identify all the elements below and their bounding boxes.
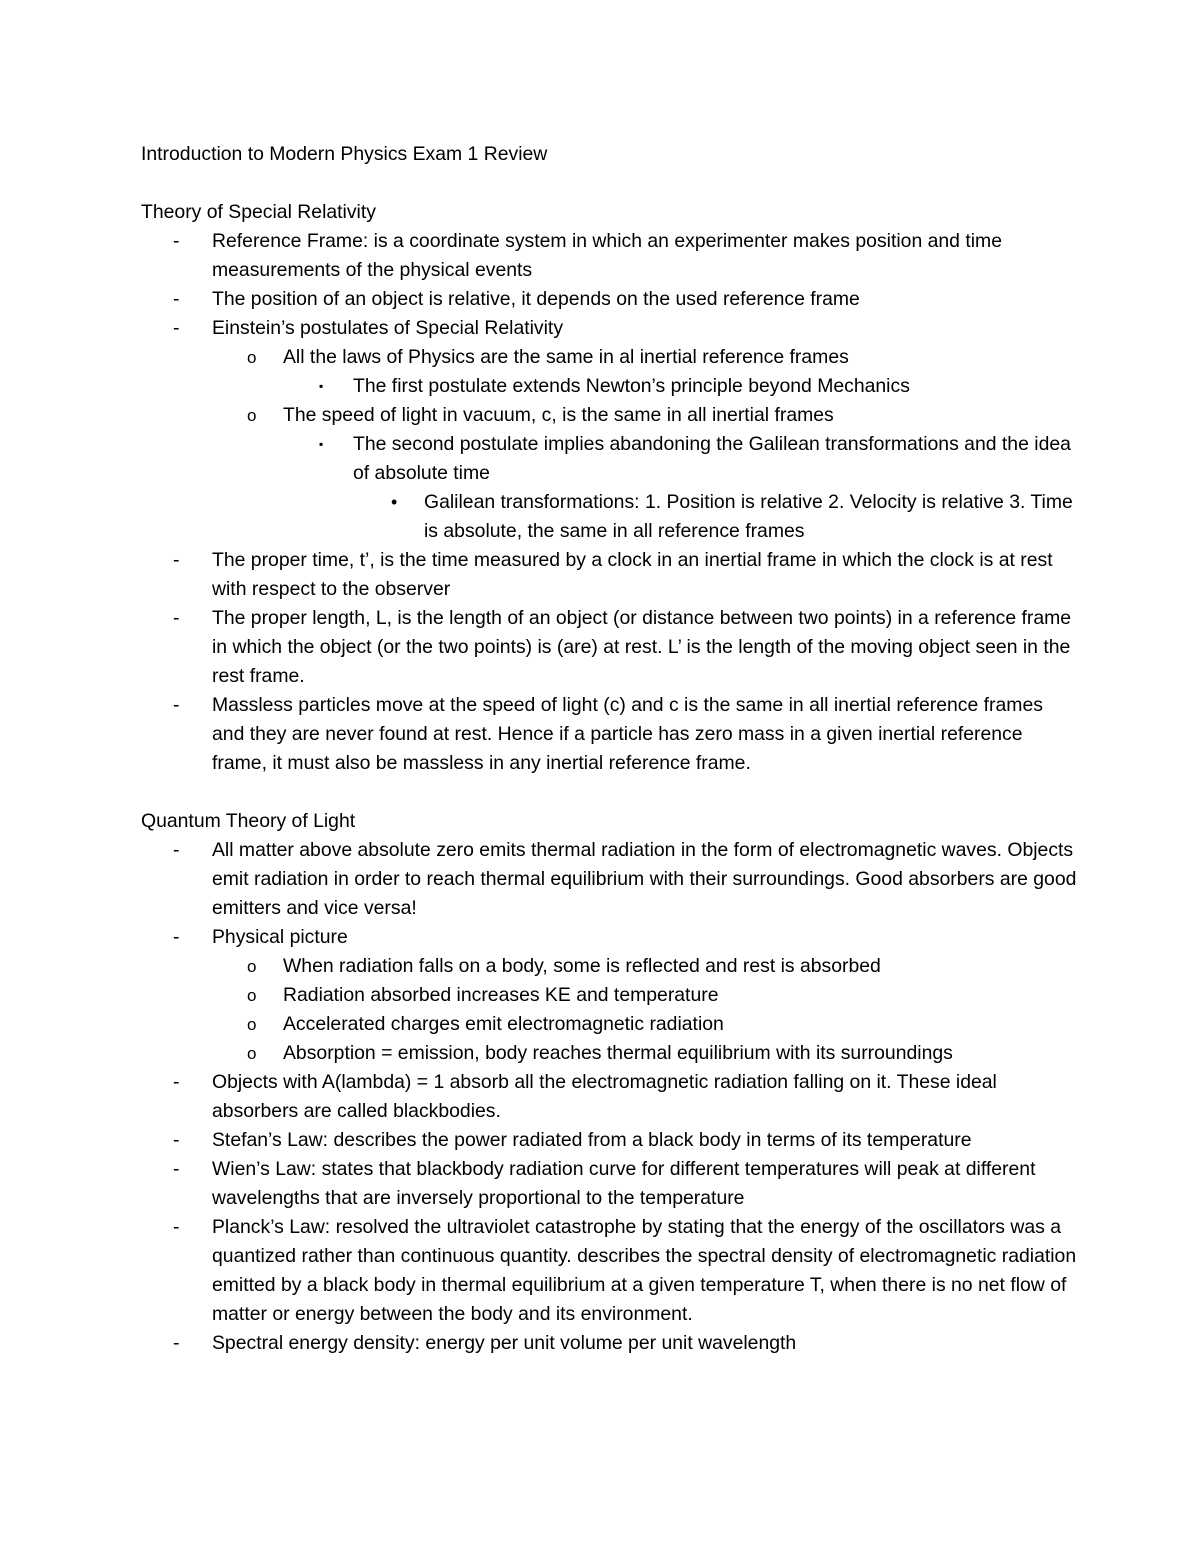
list-item-text: When radiation falls on a body, some is reflected and rest is absorbed [283,955,881,977]
list-item [141,923,1080,952]
list-item-text: Radiation absorbed increases KE and temperature [283,984,719,1006]
list-item-text: All matter above absolute zero emits thermal radiation in the form of electromagnetic waves. Objects emit radiation in order to reach thermal equilibrium with their surroundings. Good absorbers are good emitters and vice versa! [212,839,1077,919]
list-item-text: The proper length, L, is the length of an object (or distance between two points) in a reference frame in which the object (or the two points) is (are) at rest. L’ is the length of the moving object seen in the rest frame. [212,607,1072,687]
list-item [141,227,1080,285]
list-item-text: The second postulate implies abandoning the Galilean transformations and the idea of absolute time [353,433,1071,484]
circle-marker: o [247,1044,257,1063]
section-quantum-light [141,807,1080,1358]
list-item [141,952,1080,981]
list-item-text: Objects with A(lambda) = 1 absorb all the electromagnetic radiation falling on it. These ideal absorbers are called blackbodies. [212,1071,997,1122]
list-item-text: The first postulate extends Newton’s principle beyond Mechanics [353,375,910,397]
dash-marker: - [173,1129,180,1151]
list-item [141,981,1080,1010]
circle-marker: o [247,348,257,367]
dash-marker: - [173,1071,180,1093]
circle-marker: o [247,986,257,1005]
list-item [141,1329,1080,1358]
list-item-text: Wien’s Law: states that blackbody radiation curve for different temperatures will peak at different wavelengths that are inversely proportional to the temperature [212,1158,1036,1209]
dash-marker: - [173,549,180,571]
bullet-list [141,836,1080,1358]
dash-marker: - [173,607,180,629]
dash-marker: - [173,694,180,716]
list-item-text: Massless particles move at the speed of light (c) and c is the same in all inertial reference frames and they are never found at rest. Hence if a particle has zero mass in a given inertial reference frame, it must also be massless in any inertial reference frame. [212,694,1043,774]
list-item-text: All the laws of Physics are the same in al inertial reference frames [283,346,849,368]
dash-marker: - [173,1158,180,1180]
list-item-text: The speed of light in vacuum, c, is the same in all inertial frames [283,404,834,426]
list-item [141,314,1080,343]
bullet-marker: • [391,492,398,512]
list-item-text: The position of an object is relative, it depends on the used reference frame [212,288,860,310]
section-heading: Quantum Theory of Light [141,810,356,832]
list-item [141,1010,1080,1039]
list-item-text: Spectral energy density: energy per unit volume per unit wavelength [212,1332,797,1354]
dash-marker: - [173,317,180,339]
list-item-text: Absorption = emission, body reaches thermal equilibrium with its surroundings [283,1042,953,1064]
square-marker: ▪ [319,437,324,451]
bullet-list [141,227,1080,778]
list-item-text: The proper time, t’, is the time measured by a clock in an inertial frame in which the clock is at rest with respect to the observer [212,549,1053,600]
list-item-text: Einstein’s postulates of Special Relativity [212,317,564,339]
list-item [141,285,1080,314]
blank-line [141,169,1080,198]
section-special-relativity [141,198,1080,778]
blank-line [141,778,1080,807]
list-item [141,1068,1080,1126]
list-item [141,1039,1080,1068]
dash-marker: - [173,288,180,310]
list-item [141,488,1080,546]
list-item [141,546,1080,604]
list-item [141,343,1080,372]
list-item-text: Accelerated charges emit electromagnetic radiation [283,1013,724,1035]
list-item [141,372,1080,401]
list-item [141,691,1080,778]
list-item [141,836,1080,923]
section-heading: Theory of Special Relativity [141,201,376,223]
list-item-text: Physical picture [212,926,348,948]
dash-marker: - [173,230,180,252]
list-item-text: Galilean transformations: 1. Position is relative 2. Velocity is relative 3. Time is absolute, the same in all reference frames [424,491,1073,542]
dash-marker: - [173,926,180,948]
dash-marker: - [173,839,180,861]
square-marker: ▪ [319,379,324,393]
list-item [141,1213,1080,1329]
document-title: Introduction to Modern Physics Exam 1 Review [141,143,548,165]
dash-marker: - [173,1216,180,1238]
list-item-text: Planck’s Law: resolved the ultraviolet catastrophe by stating that the energy of the oscillators was a quantized rather than continuous quantity. describes the spectral density of electromagnetic radiation emitted by a black body in thermal equilibrium at a given temperature T, when there is no net flow of matter or energy between the body and its environment. [212,1216,1077,1325]
circle-marker: o [247,1015,257,1034]
list-item-text: Stefan’s Law: describes the power radiated from a black body in terms of its temperature [212,1129,972,1151]
list-item-text: Reference Frame: is a coordinate system in which an experimenter makes position and time measurements of the physical events [212,230,1002,281]
circle-marker: o [247,406,257,425]
list-item [141,430,1080,488]
circle-marker: o [247,957,257,976]
list-item [141,1155,1080,1213]
list-item [141,604,1080,691]
list-item [141,401,1080,430]
list-item [141,1126,1080,1155]
dash-marker: - [173,1332,180,1354]
